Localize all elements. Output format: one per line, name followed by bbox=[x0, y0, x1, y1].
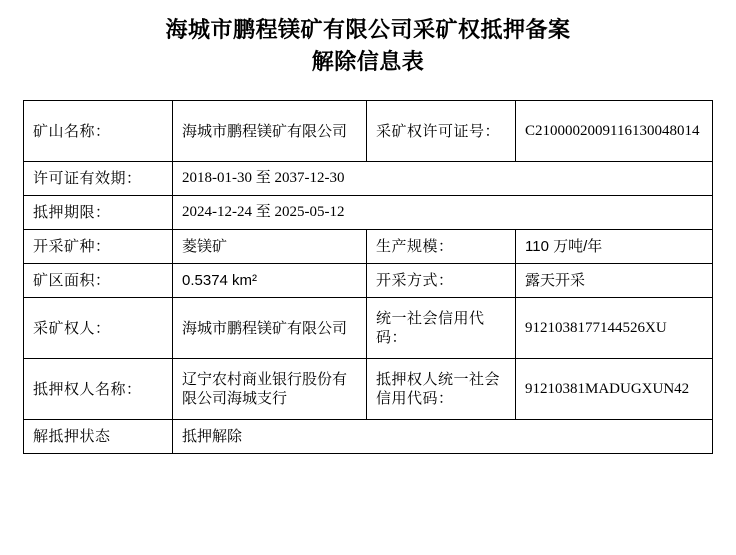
value-mining-area: 0.5374 km² bbox=[173, 264, 367, 298]
table-row bbox=[24, 101, 713, 162]
label-mining-rights-holder: 采矿权人： bbox=[24, 298, 173, 359]
value-mineral-type: 菱镁矿 bbox=[173, 230, 367, 264]
value-license-validity: 2018-01-30 至 2037-12-30 bbox=[173, 162, 713, 196]
table-row bbox=[24, 230, 713, 264]
label-mineral-type: 开采矿种： bbox=[24, 230, 173, 264]
value-production-scale: 110 万吨/年 bbox=[516, 230, 713, 264]
table-row bbox=[24, 298, 713, 359]
value-mortgagee-name: 辽宁农村商业银行股份有限公司海城支行 bbox=[173, 359, 367, 420]
label-mining-method: 开采方式： bbox=[367, 264, 516, 298]
label-mortgagee-name: 抵押权人名称： bbox=[24, 359, 173, 420]
label-release-status: 解抵押状态 bbox=[24, 420, 173, 454]
page-title-line-1: 海城市鹏程镁矿有限公司采矿权抵押备案 bbox=[165, 17, 571, 42]
page-title bbox=[0, 0, 736, 78]
value-release-status: 抵押解除 bbox=[173, 420, 713, 454]
value-license-number: C2100002009116130048014 bbox=[516, 101, 713, 162]
table-row bbox=[24, 264, 713, 298]
label-license-validity: 许可证有效期： bbox=[24, 162, 173, 196]
label-mining-area: 矿区面积： bbox=[24, 264, 173, 298]
label-mine-name: 矿山名称： bbox=[24, 101, 173, 162]
value-mortgage-term: 2024-12-24 至 2025-05-12 bbox=[173, 196, 713, 230]
page-title-line-2: 解除信息表 bbox=[311, 49, 425, 74]
label-mortgage-term: 抵押期限： bbox=[24, 196, 173, 230]
label-license-number: 采矿权许可证号： bbox=[367, 101, 516, 162]
mining-rights-info-table bbox=[23, 100, 713, 454]
table-row bbox=[24, 162, 713, 196]
label-mortgagee-credit-code: 抵押权人统一社会信用代码： bbox=[367, 359, 516, 420]
value-mine-name: 海城市鹏程镁矿有限公司 bbox=[173, 101, 367, 162]
label-production-scale: 生产规模： bbox=[367, 230, 516, 264]
value-mortgagee-credit-code: 91210381MADUGXUN42 bbox=[516, 359, 713, 420]
value-mining-rights-holder: 海城市鹏程镁矿有限公司 bbox=[173, 298, 367, 359]
value-mining-method: 露天开采 bbox=[516, 264, 713, 298]
table-row bbox=[24, 359, 713, 420]
label-unified-social-credit-code: 统一社会信用代码： bbox=[367, 298, 516, 359]
value-unified-social-credit-code: 9121038177144526XU bbox=[516, 298, 713, 359]
table-row bbox=[24, 420, 713, 454]
table-row bbox=[24, 196, 713, 230]
